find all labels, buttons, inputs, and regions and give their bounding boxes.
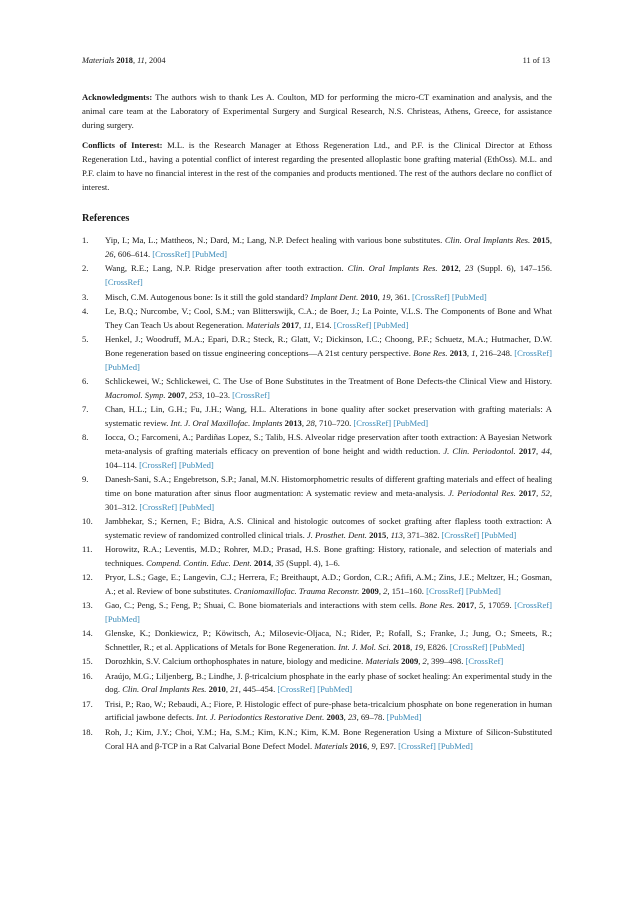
reference-item: 6. Schlickewei, W.; Schlickewei, C. The Use of Bone Substitutes in the Treatment of Bone Defects-the Clinical View and History. Macromol. Symp. 2007, 253, 10–23. [CrossRef] — [82, 375, 552, 400]
reference-volume: 44 — [541, 445, 550, 456]
reference-number: 18. — [82, 726, 93, 737]
reference-number: 3. — [82, 291, 89, 302]
reference-text: Trisi, P.; Rao, W.; Rebaudi, A.; Fiore, P. Histologic effect of pure-phase beta-tricalcium phosphate on bone regeneration in human artificial jawbone defects. — [105, 698, 552, 723]
reference-volume: 52 — [541, 487, 550, 498]
reference-pages: (Suppl. 4), 1–6. — [284, 557, 340, 568]
reference-pages: , E826. — [423, 641, 450, 652]
reference-year: 2010 — [208, 684, 226, 695]
reference-volume: 11 — [303, 319, 312, 330]
pubmed-link[interactable]: [PubMed] — [465, 585, 501, 596]
reference-volume: 19 — [381, 291, 391, 302]
reference-pages: , 606–614. — [113, 249, 153, 260]
conflicts-label: Conflicts of Interest: — [82, 140, 163, 151]
reference-year: 2003 — [326, 712, 344, 723]
reference-year: 2014 — [253, 557, 272, 568]
reference-volume: 9 — [371, 740, 376, 751]
reference-journal: Clin. Oral Implants Res. — [122, 684, 207, 695]
reference-number: 9. — [82, 473, 89, 484]
reference-volume: 113 — [390, 529, 403, 540]
crossref-link[interactable]: [CrossRef] — [514, 347, 552, 358]
reference-journal: Materials — [246, 319, 280, 330]
reference-pages: , 710–720. — [314, 417, 354, 428]
crossref-link[interactable]: [CrossRef] — [514, 600, 553, 611]
journal-year: 2018 — [116, 56, 133, 65]
reference-volume: 1 — [471, 347, 476, 358]
pubmed-link[interactable]: [PubMed] — [105, 361, 140, 372]
reference-year: 2013 — [449, 347, 467, 358]
reference-volume: 23 — [464, 263, 474, 274]
reference-year: 2017 — [518, 445, 536, 456]
reference-text: Chan, H.L.; Lin, G.H.; Fu, J.H.; Wang, H.L. Alterations in bone quality after socket preservation with grafting materials: A systematic review. — [105, 403, 552, 428]
reference-item: 16. Araújo, M.G.; Liljenberg, B.; Lindhe, J. β-tricalcium phosphate in the early phase of socket healing: An experimental study in the dog. Clin. Oral Implants Res. 2010, 21, 445–454. [CrossRef] [PubMed] — [82, 670, 552, 695]
crossref-link[interactable]: [CrossRef] — [139, 501, 178, 512]
reference-year: 2009 — [361, 585, 379, 596]
reference-journal: Clin. Oral Implants Res. — [347, 263, 438, 274]
pubmed-link[interactable]: [PubMed] — [386, 712, 422, 723]
reference-volume: 5 — [478, 600, 484, 611]
reference-year: 2015 — [532, 235, 550, 246]
reference-item: 12. Pryor, L.S.; Gage, E.; Langevin, C.J.; Herrera, F.; Breithaupt, A.D.; Gordon, C.R.; Afifi, A.M.; Zins, J.E.; Meltzer, H.; Gosman, A.; et al. Review of bone substitutes. Craniomaxillofac. Trauma Reconstr. 2009, 2, 151–160. [CrossRef] [PubMed] — [82, 572, 552, 596]
reference-number: 6. — [82, 375, 89, 386]
reference-item: 14. Glenske, K.; Donkiewicz, P.; Köwitsch, A.; Milosevic-Oljaca, N.; Rider, P.; Rofall, S.; Franke, J.; Jung, O.; Smeets, R.; Schnettler, R.; et al. Applications of Metals for Bone Regeneration. Int. J. Mol. Sci. 2018, 19, E826. [CrossRef] [PubMed] — [82, 628, 552, 652]
reference-volume: 26 — [105, 249, 114, 260]
pubmed-link[interactable]: [PubMed] — [192, 249, 227, 260]
reference-pages: (Suppl. 6), 147–156. — [473, 263, 552, 274]
crossref-link[interactable]: [CrossRef] — [353, 417, 392, 428]
journal-volume: 11 — [137, 56, 145, 65]
reference-year: 2013 — [284, 417, 302, 428]
reference-text: Le, B.Q.; Nurcombe, V.; Cool, S.M.; van Blitterswijk, C.A.; de Boer, J.; La Pointe, V.L.S. The Components of Bone and What They Can Teach Us about Regeneration. — [105, 305, 552, 330]
reference-item: 10. Jambhekar, S.; Kernen, F.; Bidra, A.S. Clinical and histologic outcomes of socket grafting after flapless tooth extraction: A systematic review of randomized controlled clinical trials. J. Prosthet. Dent. 2015, 113, 371–382. [CrossRef] [PubMed] — [82, 515, 552, 540]
pubmed-link[interactable]: [PubMed] — [373, 319, 409, 330]
reference-item: 2. Wang, R.E.; Lang, N.P. Ridge preservation after tooth extraction. Clin. Oral Implants Res. 2012, 23 (Suppl. 6), 147–156. [CrossRef] — [82, 263, 552, 288]
crossref-link[interactable]: [CrossRef] — [232, 389, 270, 400]
pubmed-link[interactable]: [PubMed] — [451, 291, 487, 302]
crossref-link[interactable]: [CrossRef] — [465, 656, 504, 667]
acknowledgments-label: Acknowledgments: — [82, 92, 153, 102]
pubmed-link[interactable]: [PubMed] — [481, 529, 517, 540]
reference-journal: Materials — [365, 656, 399, 667]
crossref-link[interactable]: [CrossRef] — [398, 740, 436, 751]
reference-item: 8. Iocca, O.; Farcomeni, A.; Pardiñas Lopez, S.; Talib, H.S. Alveolar ridge preservation after tooth extraction: A Bayesian Network meta-analysis of grafting materials efficacy on prevention of bone height and width reduction. J. Clin. Periodontol. 2017, 44, 104–114. [CrossRef] [PubMed] — [82, 432, 553, 470]
reference-year: 2016 — [349, 740, 368, 751]
acknowledgments-paragraph — [82, 91, 552, 132]
reference-year: 2009 — [401, 656, 419, 667]
reference-number: 7. — [82, 403, 89, 414]
reference-item: 3. Misch, C.M. Autogenous bone: Is it still the gold standard? Implant Dent. 2010, 19, 361. [CrossRef] [PubMed] — [82, 291, 552, 305]
reference-item: 13. Gao, C.; Peng, S.; Feng, P.; Shuai, C. Bone biomaterials and interactions with stem cells. Bone Res. 2017, 5, 17059. [CrossRef] [PubMed] — [82, 600, 553, 624]
reference-year: 2007 — [167, 389, 185, 400]
reference-item: 11. Horowitz, R.A.; Leventis, M.D.; Rohrer, M.D.; Prasad, H.S. Bone grafting: History, rationale, and selection of materials and techniques. Compend. Contin. Educ. Dent. 2014, 35 (Suppl. 4), 1–6. — [82, 543, 552, 568]
reference-number: 2. — [82, 263, 89, 274]
reference-year: 2017 — [518, 487, 537, 498]
reference-journal: J. Clin. Periodontol. — [443, 445, 516, 456]
reference-number: 17. — [82, 698, 93, 709]
reference-number: 4. — [82, 305, 89, 316]
crossref-link[interactable]: [CrossRef] — [441, 529, 480, 540]
reference-pages: , 69–78. — [356, 712, 387, 723]
crossref-link[interactable]: [CrossRef] — [426, 585, 464, 596]
reference-text: Wang, R.E.; Lang, N.P. Ridge preservation after tooth extraction. — [105, 263, 348, 274]
crossref-link[interactable]: [CrossRef] — [277, 684, 316, 695]
reference-pages: , 10–23. — [202, 389, 233, 400]
reference-text: Misch, C.M. Autogenous bone: Is it still the gold standard? — [105, 291, 311, 302]
reference-journal: Macromol. Symp. — [105, 389, 166, 400]
reference-pages: , 399–498. — [426, 656, 466, 667]
reference-journal: Int. J. Oral Maxillofac. Implants — [170, 417, 283, 428]
reference-text: Horowitz, R.A.; Leventis, M.D.; Rohrer, M.D.; Prasad, H.S. Bone grafting: History, rationale, and selection of materials and techniques. — [105, 543, 552, 568]
reference-number: 12. — [82, 572, 93, 582]
reference-journal: Materials — [314, 740, 348, 751]
pubmed-link[interactable]: [PubMed] — [179, 501, 215, 512]
crossref-link[interactable]: [CrossRef] — [333, 319, 372, 330]
reference-text: Danesh-Sani, S.A.; Engebretson, S.P.; Janal, M.N. Histomorphometric results of different grafting materials and effect of healing time on bone maturation after sinus floor augmentation: A systematic review and meta-analysis. — [105, 473, 552, 498]
reference-year: 2017 — [281, 319, 299, 330]
pubmed-link[interactable]: [PubMed] — [178, 459, 214, 470]
crossref-link[interactable]: [CrossRef] — [449, 641, 488, 652]
reference-text: Henkel, J.; Woodruff, M.A.; Epari, D.R.; Steck, R.; Glatt, V.; Dickinson, I.C.; Choong, P.F.; Schuetz, M.A.; Hutmacher, D.W. Bone regeneration based on tissue engineering conceptions—A 21st century perspective. — [105, 333, 552, 358]
reference-number: 5. — [82, 333, 89, 344]
reference-item: 4. Le, B.Q.; Nurcombe, V.; Cool, S.M.; van Blitterswijk, C.A.; de Boer, J.; La Pointe, V.L.S. The Components of Bone and What They Can Teach Us about Regeneration. Materials 2017, 11, E14. [CrossRef] [PubMed] — [82, 305, 552, 330]
conflicts-text: M.L. is the Research Manager at Ethoss Regeneration Ltd., and P.F. is the Clinical Director at Ethoss Regeneration Ltd., having a potential conflict of interest regarding the presented alloplastic bone grafting material (EthOss). M.L. and P.F. claim to have no financial interest in the rest of the companies and products mentioned. The rest of the authors declare no conflict of interest. — [82, 140, 552, 192]
reference-pages: , 445–454. — [238, 684, 278, 695]
reference-number: 10. — [82, 515, 93, 526]
pubmed-link[interactable]: [PubMed] — [489, 641, 525, 652]
reference-journal: Craniomaxillofac. Trauma Reconstr. — [233, 585, 360, 596]
reference-volume: 19 — [414, 641, 424, 652]
reference-number: 1. — [82, 235, 89, 246]
reference-volume: 21 — [230, 684, 239, 695]
crossref-link[interactable]: [CrossRef] — [152, 249, 190, 260]
reference-year: 2018 — [392, 641, 411, 652]
reference-journal: Int. J. Mol. Sci. — [338, 641, 391, 652]
body-content — [82, 91, 552, 754]
reference-volume: 23 — [347, 712, 357, 723]
reference-text: Pryor, L.S.; Gage, E.; Langevin, C.J.; Herrera, F.; Breithaupt, A.D.; Gordon, C.R.; Afifi, A.M.; Zins, J.E.; Meltzer, H.; Gosman, A.; et al. Review of bone substitutes. — [105, 572, 552, 596]
reference-item: 7. Chan, H.L.; Lin, G.H.; Fu, J.H.; Wang, H.L. Alterations in bone quality after socket preservation with grafting materials: A systematic review. Int. J. Oral Maxillofac. Implants 2013, 28, 710–720. [CrossRef] [PubMed] — [82, 403, 552, 428]
reference-item: 15. Dorozhkin, S.V. Calcium orthophosphates in nature, biology and medicine. Materials 2009, 2, 399–498. [CrossRef] — [82, 655, 552, 669]
reference-number: 15. — [82, 656, 93, 667]
reference-text: Roh, J.; Kim, J.Y.; Choi, Y.M.; Ha, S.M.; Kim, K.N.; Kim, K.M. Bone Regeneration Using a Mixture of Silicon-Substituted Coral HA and β-TCP in a Rat Calvarial Bone Defect Model. — [105, 726, 552, 751]
reference-item: 18. Roh, J.; Kim, J.Y.; Choi, Y.M.; Ha, S.M.; Kim, K.N.; Kim, K.M. Bone Regeneration Using a Mixture of Silicon-Substituted Coral HA and β-TCP in a Rat Calvarial Bone Defect Model. Materials 2016, 9, E97. [CrossRef] [PubMed] — [82, 726, 552, 751]
crossref-link[interactable]: [CrossRef] — [105, 277, 143, 288]
references-heading: References — [82, 212, 130, 224]
reference-journal: J. Prosthet. Dent. — [306, 529, 367, 540]
reference-number: 14. — [82, 628, 93, 639]
journal-name: Materials — [82, 56, 115, 65]
reference-pages: , 371–382. — [402, 529, 442, 540]
reference-volume: 2 — [422, 656, 427, 667]
reference-journal: Implant Dent. — [310, 291, 359, 302]
reference-pages: , 17059. — [483, 600, 515, 611]
pubmed-link[interactable]: [PubMed] — [317, 684, 353, 695]
reference-pages: , 301–312. — [105, 487, 552, 512]
page-indicator: 11 of 13 — [522, 56, 550, 65]
pubmed-link[interactable]: [PubMed] — [105, 613, 140, 624]
reference-journal: J. Periodontal Res. — [448, 487, 516, 498]
reference-pages: , 104–114. — [105, 445, 553, 470]
reference-text: Araújo, M.G.; Liljenberg, B.; Lindhe, J. β-tricalcium phosphate in the early phase of socket healing: An experimental study in the dog. — [105, 670, 552, 695]
reference-text: Iocca, O.; Farcomeni, A.; Pardiñas Lopez, S.; Talib, H.S. Alveolar ridge preservation after tooth extraction: A Bayesian Network meta-analysis of grafting materials efficacy on prevention of bone height and width reduction. — [105, 432, 552, 456]
reference-item: 17. Trisi, P.; Rao, W.; Rebaudi, A.; Fiore, P. Histologic effect of pure-phase beta-tricalcium phosphate on bone regeneration in human artificial jawbone defects. Int. J. Periodontics Restorative Dent. 2003, 23, 69–78. [PubMed] — [82, 698, 552, 723]
reference-volume: 28 — [306, 417, 315, 428]
reference-year: 2010 — [360, 291, 378, 302]
reference-item: 9. Danesh-Sani, S.A.; Engebretson, S.P.; Janal, M.N. Histomorphometric results of different grafting materials and effect of healing time on bone maturation after sinus floor augmentation: A systematic review and meta-analysis. J. Periodontal Res. 2017, 52, 301–312. [CrossRef] [PubMed] — [82, 473, 552, 512]
reference-pages: , 151–160. — [387, 585, 427, 596]
crossref-link[interactable]: [CrossRef] — [412, 291, 450, 302]
reference-number: 11. — [82, 543, 93, 554]
reference-number: 8. — [82, 432, 89, 443]
reference-journal: Compend. Contin. Educ. Dent. — [146, 557, 252, 568]
reference-journal: Clin. Oral Implants Res. — [444, 235, 531, 246]
citation-line: Materials 2018, 11, 2004 — [82, 56, 166, 65]
reference-year: 2012 — [441, 263, 459, 274]
article-number: 2004 — [148, 56, 166, 65]
reference-text: Gao, C.; Peng, S.; Feng, P.; Shuai, C. Bone biomaterials and interactions with stem cells. — [105, 600, 420, 611]
reference-pages: , 361. — [390, 291, 412, 302]
reference-text: Jambhekar, S.; Kernen, F.; Bidra, A.S. Clinical and histologic outcomes of socket grafting after flapless tooth extraction: A systematic review of randomized controlled clinical trials. — [105, 515, 552, 540]
pubmed-link[interactable]: [PubMed] — [393, 417, 429, 428]
reference-pages: , 216–248. — [475, 347, 515, 358]
reference-number: 13. — [82, 600, 93, 611]
reference-pages: , E14. — [311, 319, 334, 330]
crossref-link[interactable]: [CrossRef] — [139, 459, 177, 470]
reference-year: 2017 — [457, 600, 475, 611]
reference-volume: 2 — [383, 585, 388, 596]
pubmed-link[interactable]: [PubMed] — [437, 740, 473, 751]
reference-journal: Int. J. Periodontics Restorative Dent. — [196, 712, 325, 723]
reference-item: 1. Yip, I.; Ma, L.; Mattheos, N.; Dard, M.; Lang, N.P. Defect healing with various bone substitutes. Clin. Oral Implants Res. 2015, 26, 606–614. [CrossRef] [PubMed] — [82, 235, 552, 260]
reference-number: 16. — [82, 670, 93, 681]
reference-item: 5. Henkel, J.; Woodruff, M.A.; Epari, D.R.; Steck, R.; Glatt, V.; Dickinson, I.C.; Choong, P.F.; Schuetz, M.A.; Hutmacher, D.W. Bone regeneration based on tissue engineering conceptions—A 21st century perspective. Bone Res. 2013, 1, 216–248. [CrossRef] [PubMed] — [82, 333, 552, 372]
reference-year: 2015 — [369, 529, 387, 540]
reference-text: Glenske, K.; Donkiewicz, P.; Köwitsch, A.; Milosevic-Oljaca, N.; Rider, P.; Rofall, S.; Franke, J.; Jung, O.; Smeets, R.; Schnettler, R.; et al. Applications of Metals for Bone Regeneration. — [105, 628, 552, 652]
running-header — [82, 56, 550, 65]
reference-text: Schlickewei, W.; Schlickewei, C. The Use of Bone Substitutes in the Treatment of Bone Defects-the Clinical View and History. — [105, 375, 552, 386]
reference-text: Dorozhkin, S.V. Calcium orthophosphates in nature, biology and medicine. — [105, 656, 366, 667]
reference-journal: Bone Res. — [413, 347, 448, 358]
reference-text: Yip, I.; Ma, L.; Mattheos, N.; Dard, M.; Lang, N.P. Defect healing with various bone substitutes. — [105, 235, 445, 246]
reference-pages: , E97. — [375, 740, 399, 751]
conflicts-paragraph — [82, 139, 552, 194]
reference-volume: 35 — [275, 557, 285, 568]
reference-volume: 253 — [189, 389, 203, 400]
reference-list — [82, 234, 552, 753]
reference-journal: Bone Res. — [419, 600, 455, 611]
acknowledgments-text: The authors wish to thank Les A. Coulton, MD for performing the micro-CT examination and analysis, and the animal care team at the Laboratory of Experimental Surgery and Surgical Research, N.S. Christeas, Athens, Greece, for assistance during surgery. — [82, 92, 552, 130]
